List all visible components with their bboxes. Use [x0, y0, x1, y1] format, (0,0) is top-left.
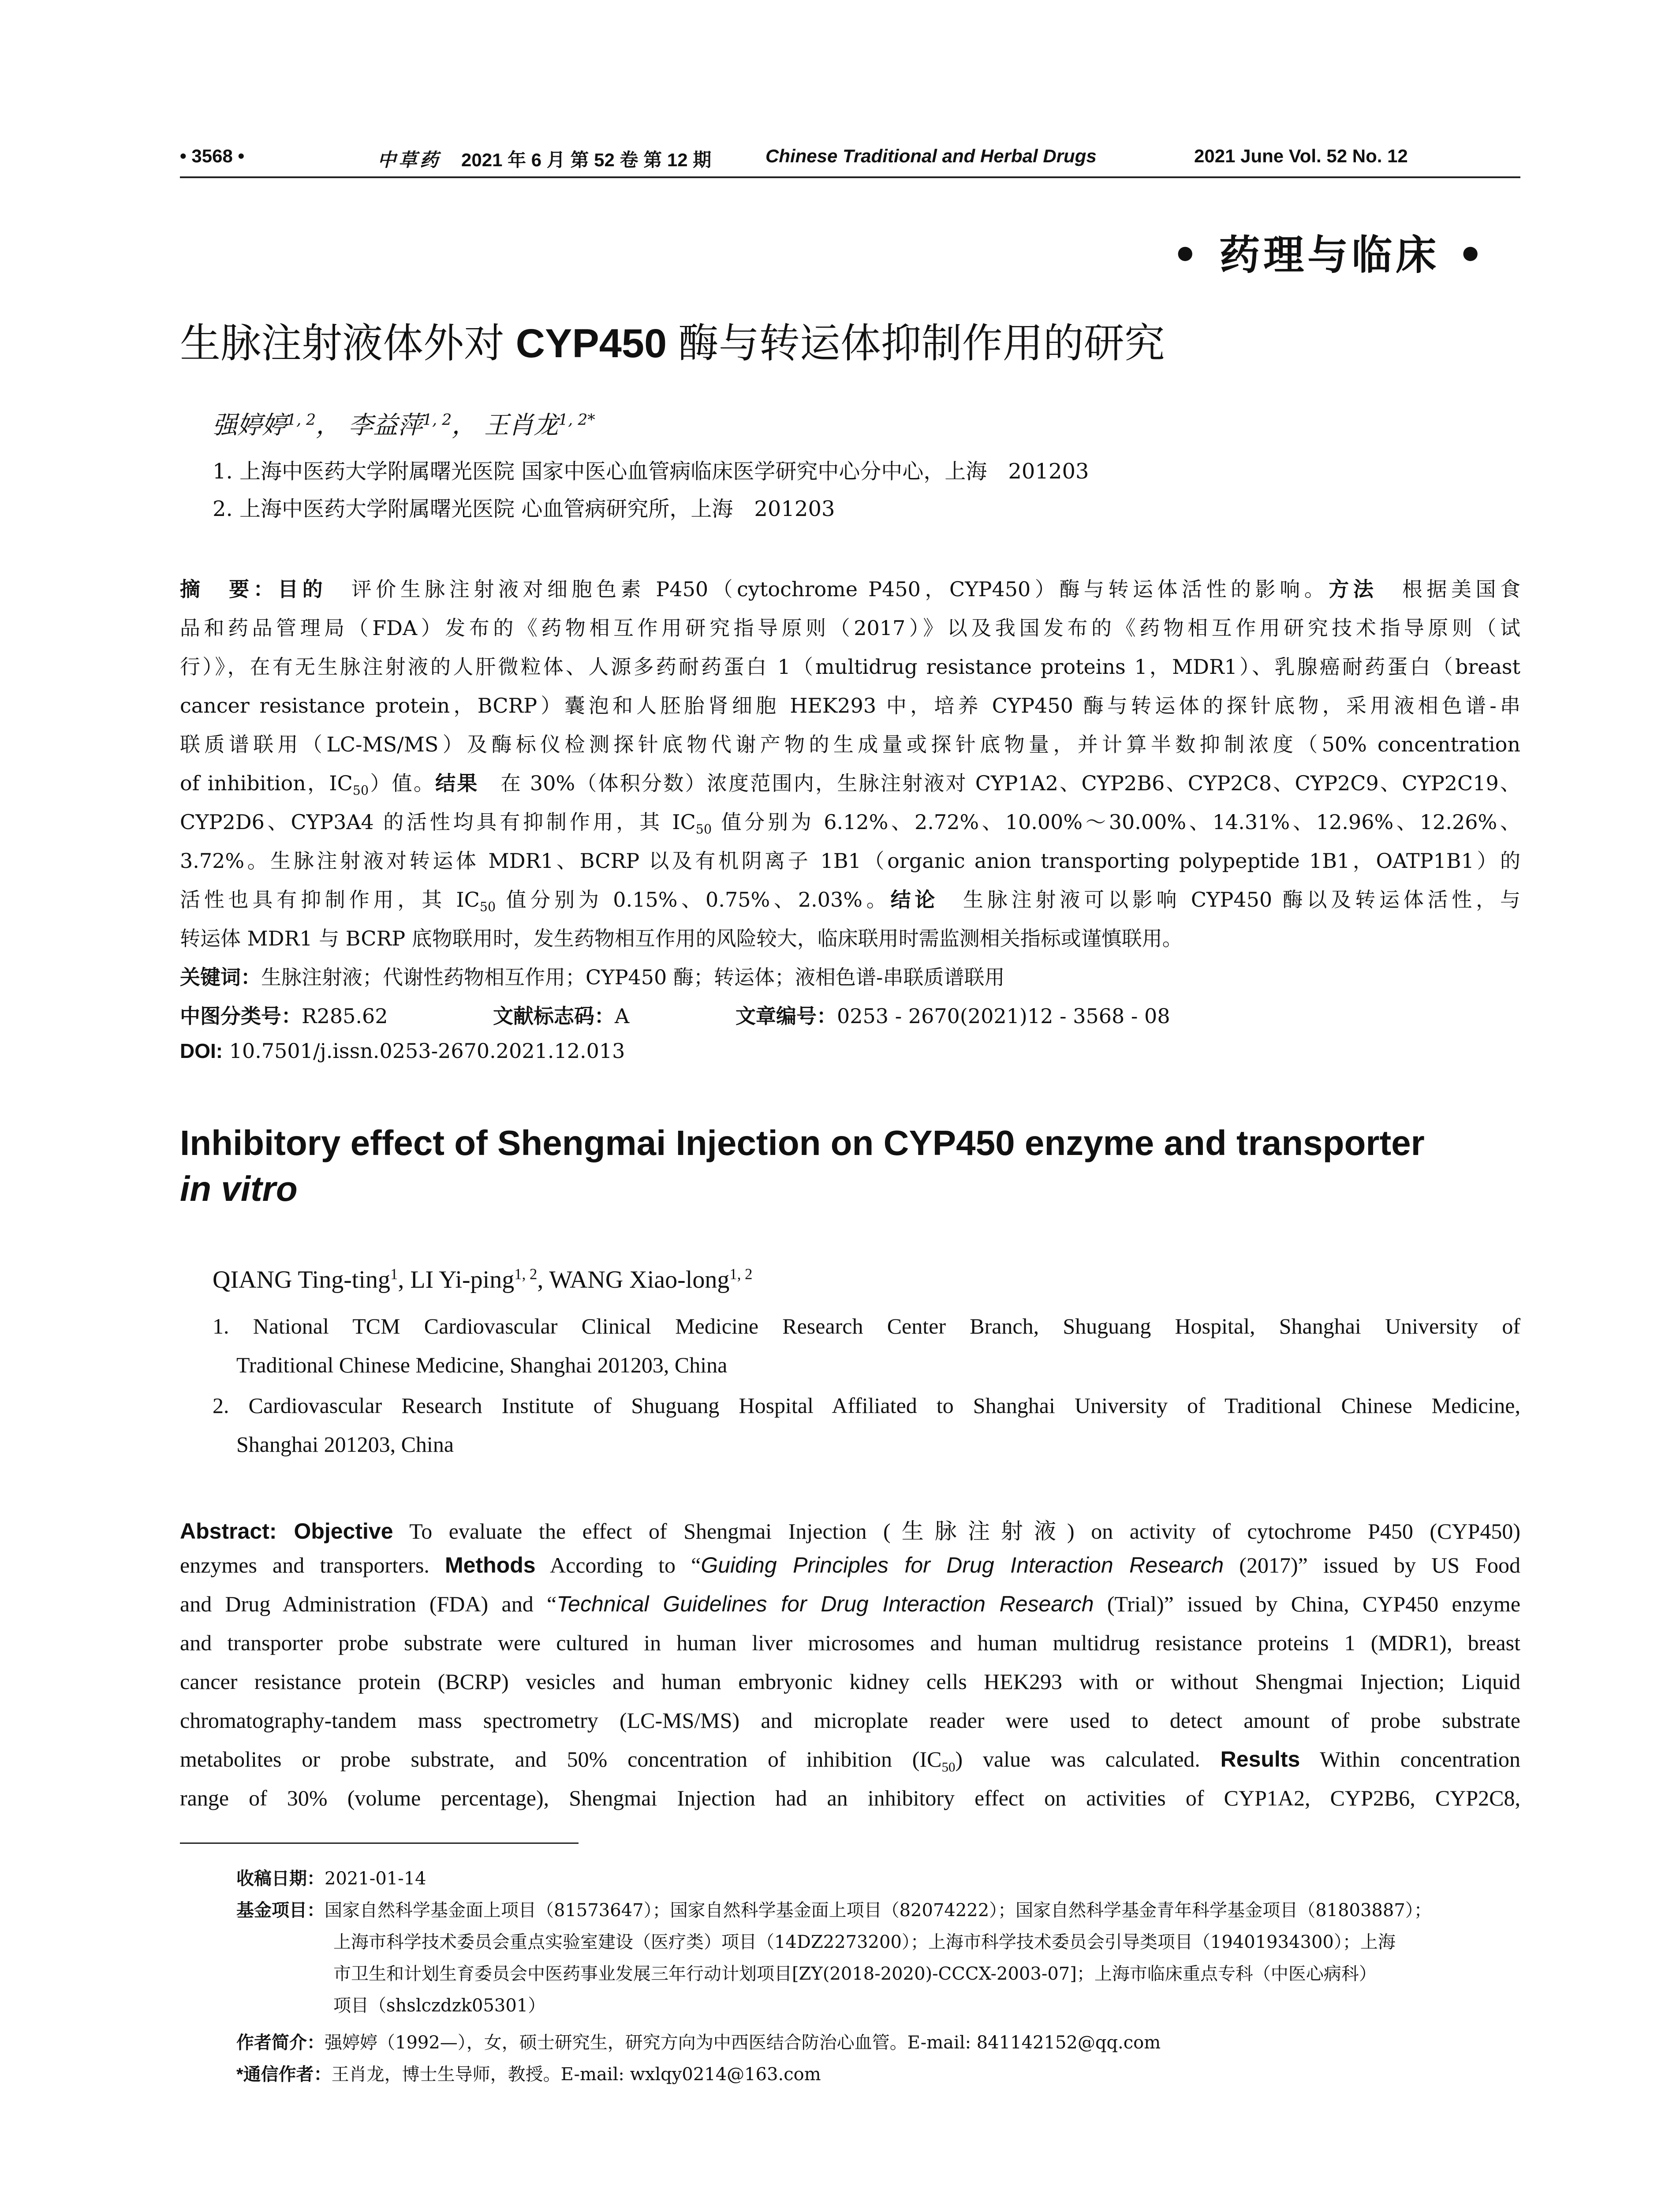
en-abstract-text: metabolites or probe substrate, and 50% concentration of inhibition (IC: [180, 1747, 942, 1771]
zh-results-label: 结果: [435, 772, 479, 795]
zh-abstract-line: [180, 573, 1520, 602]
zh-author-sup: 1, 2*: [558, 411, 595, 429]
doi-link[interactable]: 10.7501/j.issn.0253-2670.2021.12.013: [223, 1039, 625, 1063]
en-abstract-text: Within concentration: [1300, 1747, 1521, 1771]
doccode-label: 文献标志码：: [493, 1005, 615, 1028]
zh-abstract-line: 转运体 MDR1 与 BCRP 底物联用时，发生药物相互作用的风险较大，临床联用时需监测相关指标或谨慎联用。: [180, 927, 1183, 950]
received-label: 收稿日期：: [236, 1869, 325, 1888]
en-abstract-italic: Guiding Principles for Drug Interaction Research: [701, 1553, 1224, 1577]
footnote-fund-line: 项目（shslczdzk05301）: [333, 1996, 546, 2016]
clc-value: R285.62: [302, 1004, 388, 1028]
fund-label: 基金项目：: [236, 1901, 325, 1920]
en-results-label: Results: [1220, 1747, 1300, 1771]
subscript: 50: [695, 822, 712, 837]
zh-conclusion-label: 结论: [890, 888, 939, 911]
zh-abstract-line: [180, 806, 1520, 835]
zh-abstract-line: [180, 884, 1520, 913]
zh-affiliation: 2. 上海中医药大学附属曙光医院 心血管病研究所，上海 201203: [213, 497, 835, 521]
en-abstract-line: range of 30% (volume percentage), Shengmai Injection had an inhibitory effect on activities of CYP1A2, CYP2B6, CYP2C8,: [180, 1786, 1520, 1810]
zh-title-pre: 生脉注射液体外对: [180, 321, 516, 366]
fund-text: 国家自然科学基金面上项目（81573647）；国家自然科学基金面上项目（82074222）；国家自然科学基金青年科学基金项目（81803887）；: [325, 1900, 1432, 1921]
running-header: [180, 146, 1520, 172]
en-abstract-text: (2017)” issued by US Food: [1224, 1553, 1521, 1577]
zh-author-name: 王肖龙: [484, 411, 559, 440]
zh-abstract-text: 在 30%（体积分数）浓度范围内，生脉注射液对 CYP1A2、CYP2B6、CYP2C8、CYP2C9、CYP2C19、: [478, 771, 1521, 795]
en-abstract-label: Abstract:: [180, 1519, 294, 1544]
en-abstract-text: and Drug Administration (FDA) and “: [180, 1592, 557, 1616]
article-no-value: 0253 - 2670(2021)12 - 3568 - 08: [837, 1004, 1170, 1028]
zh-author-name: 强婷婷: [213, 411, 287, 440]
zh-affiliation: 1. 上海中医药大学附属曙光医院 国家中医心血管病临床医学研究中心分中心，上海 201203: [213, 459, 1089, 484]
keywords-label: 关键词：: [180, 966, 261, 989]
zh-abstract-line: 行）》，在有无生脉注射液的人肝微粒体、人源多药耐药蛋白 1（multidrug resistance proteins 1，MDR1）、乳腺癌耐药蛋白（breast: [180, 655, 1520, 679]
zh-abstract-text: 值分别为 6.12%、2.72%、10.00%～30.00%、14.31%、12.96%、12.26%、: [712, 810, 1520, 834]
doi: [180, 1039, 625, 1063]
page-number: • 3568 •: [180, 146, 245, 166]
zh-abstract-line: [180, 767, 1520, 796]
keywords-text: 生脉注射液；代谢性药物相互作用；CYP450 酶；转运体；液相色谱-串联质谱联用: [261, 965, 1005, 989]
zh-abstract-line: 3.72%。生脉注射液对转运体 MDR1、BCRP 以及有机阴离子 1B1（organic anion transporting polypeptide 1B1，OATP1B1）的: [180, 849, 1520, 873]
en-abstract-text: To evaluate the effect of Shengmai Injection (生脉注射液) on activity of cytochrome P450 (CYP450): [393, 1519, 1520, 1544]
zh-author-name: 李益萍: [348, 411, 423, 440]
zh-abstract-text: CYP2D6、CYP3A4 的活性均具有抑制作用，其 IC: [180, 810, 696, 834]
zh-abstract-line: 品和药品管理局（FDA）发布的《药物相互作用研究指导原则（2017）》以及我国发布的《药物相互作用研究技术指导原则（试: [180, 616, 1520, 640]
en-abstract-italic: Technical Guidelines for Drug Interaction Research: [556, 1592, 1094, 1616]
article-no-label: 文章编号：: [735, 1005, 837, 1028]
section-label: • 药理与临床 •: [1172, 231, 1487, 279]
en-authors: QIANG Ting-ting$^1$, LI Yi-ping$^{1, 2}$, WANG Xiao-long$^{1, 2}$: [213, 1265, 753, 1293]
en-abstract-text: enzymes and transporters.: [180, 1553, 445, 1577]
en-author-sup: 1: [390, 1265, 398, 1283]
en-title: [180, 1120, 1520, 1212]
zh-author-sup: 1, 2: [287, 411, 316, 429]
en-affiliation: 1. National TCM Cardiovascular Clinical Medicine Research Center Branch, Shuguang Hospital, Shanghai University of: [213, 1314, 1520, 1338]
journal-name-en: Chinese Traditional and Herbal Drugs: [765, 146, 1097, 166]
en-abstract-text: ) value was calculated.: [955, 1747, 1221, 1771]
footnote-fund-line: 市卫生和计划生育委员会中医药事业发展三年行动计划项目[ZY(2018-2020)-CCCX-2003-07]；上海市临床重点专科（中医心病科）: [333, 1964, 1377, 1984]
en-abstract-line: chromatography-tandem mass spectrometry (LC-MS/MS) and microplate reader were used to detect amount of probe substrate: [180, 1708, 1520, 1733]
en-abstract-text: (Trial)” issued by China, CYP450 enzyme: [1094, 1592, 1521, 1616]
zh-document-code: [493, 1000, 629, 1029]
author-bio-text: 强婷婷（1992—），女，硕士研究生，研究方向为中西医结合防治心血管。E-mail: 841142152@qq.com: [325, 2033, 1161, 2053]
en-author-name: LI Yi-ping: [410, 1266, 515, 1293]
en-objective-label: Objective: [294, 1519, 393, 1544]
en-author-name: WANG Xiao-long: [549, 1266, 730, 1293]
header-rule: [180, 176, 1520, 178]
zh-abstract-line: 联质谱联用（LC-MS/MS）及酶标仪检测探针底物代谢产物的生成量或探针底物量，并计算半数抑制浓度（50% concentration: [180, 733, 1520, 756]
footnote-fund: [236, 1896, 1432, 1921]
en-abstract-line: and transporter probe substrate were cultured in human liver microsomes and human multidrug resistance proteins 1 (MDR1), breast: [180, 1630, 1520, 1655]
en-abstract-line: [180, 1552, 1520, 1578]
en-affiliation: 2. Cardiovascular Research Institute of Shuguang Hospital Affiliated to Shanghai University of Traditional Chinese Medicine,: [213, 1393, 1520, 1418]
zh-author-sup: 1, 2: [422, 411, 452, 429]
footnote-received: [236, 1865, 426, 1890]
subscript: 50: [479, 900, 496, 915]
zh-abstract-label: 摘 要：: [180, 578, 278, 601]
footnote-corresponding: [236, 2060, 821, 2085]
received-date: 2021-01-14: [325, 1869, 426, 1889]
zh-methods-label: 方法: [1329, 578, 1378, 601]
doi-label: DOI:: [180, 1039, 223, 1062]
subscript: 50: [352, 783, 369, 798]
en-abstract-line: [180, 1514, 1520, 1545]
zh-abstract-text: 生脉注射液可以影响 CYP450 酶以及转运体活性，与: [939, 888, 1520, 912]
footnote-fund-line: 上海市科学技术委员会重点实验室建设（医疗类）项目（14DZ2273200）；上海市科学技术委员会引导类项目（19401934300）；上海: [333, 1932, 1396, 1952]
journal-name-cn: 中草药: [377, 149, 441, 171]
en-abstract-line: [180, 1591, 1520, 1617]
issue-en: 2021 June Vol. 52 No. 12: [1194, 146, 1408, 166]
en-abstract-text: According to “: [535, 1553, 701, 1577]
zh-abstract-text: 值分别为 0.15%、0.75%、2.03%。: [496, 888, 891, 912]
en-author-sup: 1, 2: [729, 1265, 753, 1283]
zh-abstract-text: 根据美国食: [1378, 577, 1521, 601]
author-bio-label: 作者简介：: [236, 2033, 325, 2052]
en-affiliation: Traditional Chinese Medicine, Shanghai 201203, China: [236, 1353, 728, 1377]
zh-abstract-line: cancer resistance protein，BCRP）囊泡和人胚胎肾细胞 HEK293 中，培养 CYP450 酶与转运体的探针底物，采用液相色谱-串: [180, 694, 1520, 718]
en-title-italic: in vitro: [180, 1169, 298, 1208]
zh-authors: 强婷婷$^{1, 2}$， 李益萍$^{1, 2}$， 王肖龙$^{1, 2*}$: [213, 411, 595, 440]
zh-article-number: [735, 1000, 1170, 1029]
clc-label: 中图分类号：: [180, 1005, 302, 1028]
issue-cn: 2021 年 6 月 第 52 卷 第 12 期: [461, 149, 712, 170]
zh-abstract-text: 活性也具有抑制作用，其 IC: [180, 888, 480, 912]
zh-title: [180, 311, 1165, 369]
en-title-main: Inhibitory effect of Shengmai Injection on CYP450 enzyme and transporter: [180, 1123, 1425, 1162]
zh-abstract-text: ）值。: [369, 771, 436, 795]
corresponding-label: *通信作者：: [236, 2065, 332, 2084]
zh-abstract-text: of inhibition，IC: [180, 771, 353, 795]
en-abstract-line: cancer resistance protein (BCRP) vesicles and human embryonic kidney cells HEK293 with or without Shengmai Injection; Liquid: [180, 1669, 1520, 1694]
zh-title-bold: CYP450: [515, 321, 667, 366]
zh-abstract-text: 评价生脉注射液对细胞色素 P450（cytochrome P450，CYP450）酶与转运体活性的影响。: [327, 577, 1329, 601]
footnote-rule: [180, 1842, 579, 1844]
en-affiliation: Shanghai 201203, China: [236, 1432, 454, 1457]
corresponding-text: 王肖龙，博士生导师，教授。E-mail: wxlqy0214@163.com: [331, 2064, 821, 2085]
en-author-name: QIANG Ting-ting: [213, 1266, 390, 1293]
zh-objective-label: 目的: [278, 578, 327, 601]
doccode-value: A: [615, 1004, 630, 1028]
subscript: 50: [941, 1759, 956, 1775]
zh-title-post: 酶与转运体抑制作用的研究: [667, 321, 1165, 366]
en-abstract-line: [180, 1746, 1521, 1775]
zh-classification: [180, 1000, 388, 1029]
zh-keywords: [180, 961, 1004, 990]
footnote-author-bio: [236, 2029, 1161, 2054]
en-methods-label: Methods: [445, 1553, 536, 1577]
en-author-sup: 1, 2: [514, 1265, 538, 1283]
